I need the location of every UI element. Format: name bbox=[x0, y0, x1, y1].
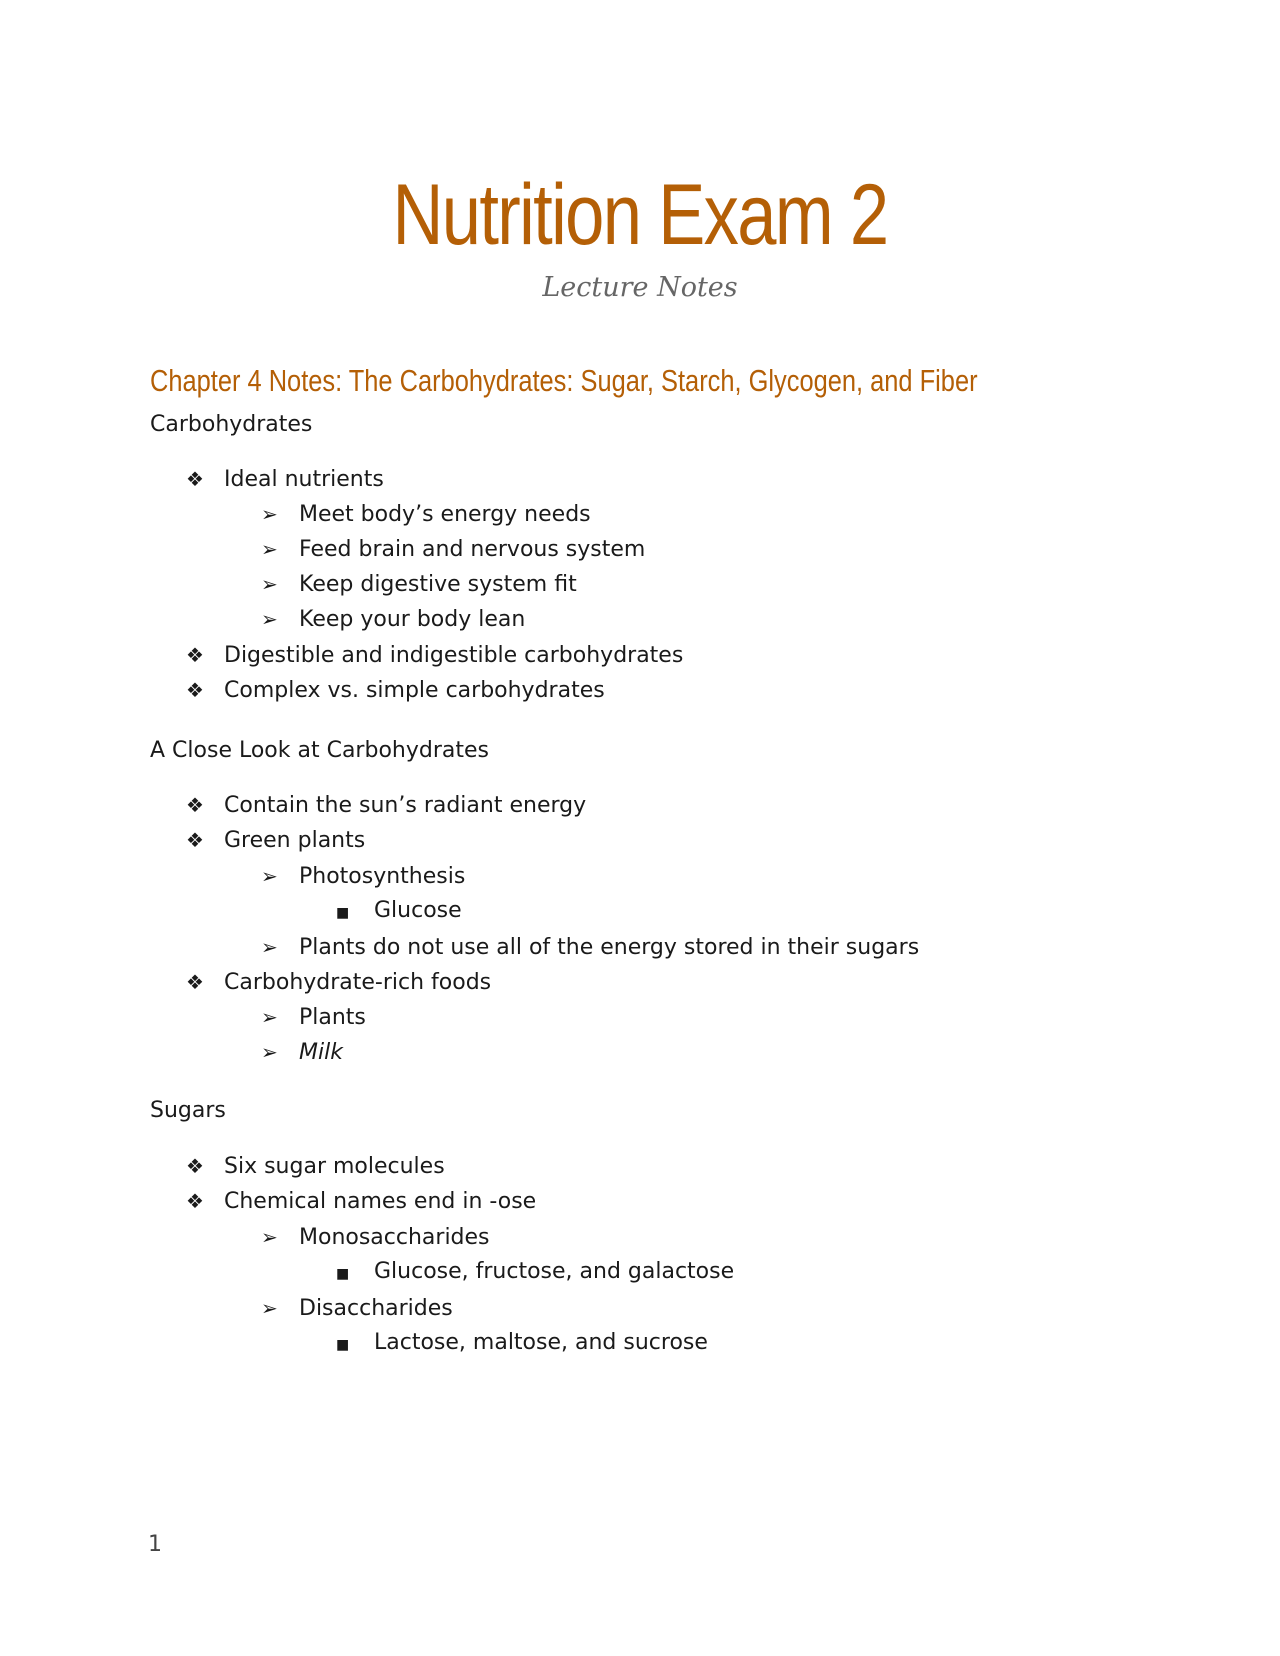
diamond-bullet-icon: ❖ bbox=[186, 793, 204, 817]
list-item: ➢ Disaccharides bbox=[261, 1293, 453, 1323]
section-heading-carbohydrates: Carbohydrates bbox=[150, 412, 313, 437]
list-item: ➢ Milk bbox=[261, 1037, 343, 1067]
chapter-heading: Chapter 4 Notes: The Carbohydrates: Sugar, Starch, Glycogen, and Fiber bbox=[150, 363, 978, 398]
arrow-bullet-icon: ➢ bbox=[261, 537, 278, 561]
arrow-bullet-icon: ➢ bbox=[261, 1296, 278, 1320]
document-subtitle: Lecture Notes bbox=[542, 272, 738, 303]
diamond-bullet-icon: ❖ bbox=[186, 643, 204, 667]
document-title: Nutrition Exam 2 bbox=[392, 167, 888, 263]
arrow-bullet-icon: ➢ bbox=[261, 502, 278, 526]
arrow-bullet-icon: ➢ bbox=[261, 607, 278, 631]
page-number: 1 bbox=[148, 1532, 162, 1557]
section-heading-sugars: Sugars bbox=[150, 1098, 226, 1123]
list-item: ➢ Feed brain and nervous system bbox=[261, 534, 645, 564]
list-item: ■ Glucose bbox=[336, 896, 462, 926]
arrow-bullet-icon: ➢ bbox=[261, 935, 278, 959]
square-bullet-icon: ■ bbox=[336, 1337, 350, 1353]
list-item: ❖ Chemical names end in -ose bbox=[186, 1186, 536, 1216]
list-item: ➢ Monosaccharides bbox=[261, 1222, 490, 1252]
list-item: ❖ Green plants bbox=[186, 825, 365, 855]
diamond-bullet-icon: ❖ bbox=[186, 1189, 204, 1213]
section-heading-close-look: A Close Look at Carbohydrates bbox=[150, 738, 489, 763]
list-item: ❖ Six sugar molecules bbox=[186, 1151, 445, 1181]
arrow-bullet-icon: ➢ bbox=[261, 1005, 278, 1029]
arrow-bullet-icon: ➢ bbox=[261, 1040, 278, 1064]
square-bullet-icon: ■ bbox=[336, 905, 350, 921]
diamond-bullet-icon: ❖ bbox=[186, 678, 204, 702]
list-item: ❖ Digestible and indigestible carbohydrates bbox=[186, 640, 683, 670]
list-item: ➢ Plants do not use all of the energy stored in their sugars bbox=[261, 932, 919, 962]
diamond-bullet-icon: ❖ bbox=[186, 970, 204, 994]
list-item: ➢ Photosynthesis bbox=[261, 861, 465, 891]
list-item: ➢ Keep your body lean bbox=[261, 604, 525, 634]
list-item: ➢ Meet body’s energy needs bbox=[261, 499, 591, 529]
diamond-bullet-icon: ❖ bbox=[186, 467, 204, 491]
diamond-bullet-icon: ❖ bbox=[186, 1154, 204, 1178]
list-item: ■ Lactose, maltose, and sucrose bbox=[336, 1328, 708, 1358]
list-item: ➢ Plants bbox=[261, 1002, 366, 1032]
list-item: ❖ Ideal nutrients bbox=[186, 464, 384, 494]
diamond-bullet-icon: ❖ bbox=[186, 828, 204, 852]
arrow-bullet-icon: ➢ bbox=[261, 864, 278, 888]
arrow-bullet-icon: ➢ bbox=[261, 572, 278, 596]
list-item: ■ Glucose, fructose, and galactose bbox=[336, 1257, 734, 1287]
arrow-bullet-icon: ➢ bbox=[261, 1225, 278, 1249]
list-item: ❖ Complex vs. simple carbohydrates bbox=[186, 675, 605, 705]
list-item: ❖ Contain the sun’s radiant energy bbox=[186, 790, 586, 820]
list-item: ➢ Keep digestive system fit bbox=[261, 569, 577, 599]
list-item: ❖ Carbohydrate-rich foods bbox=[186, 967, 491, 997]
square-bullet-icon: ■ bbox=[336, 1266, 350, 1282]
